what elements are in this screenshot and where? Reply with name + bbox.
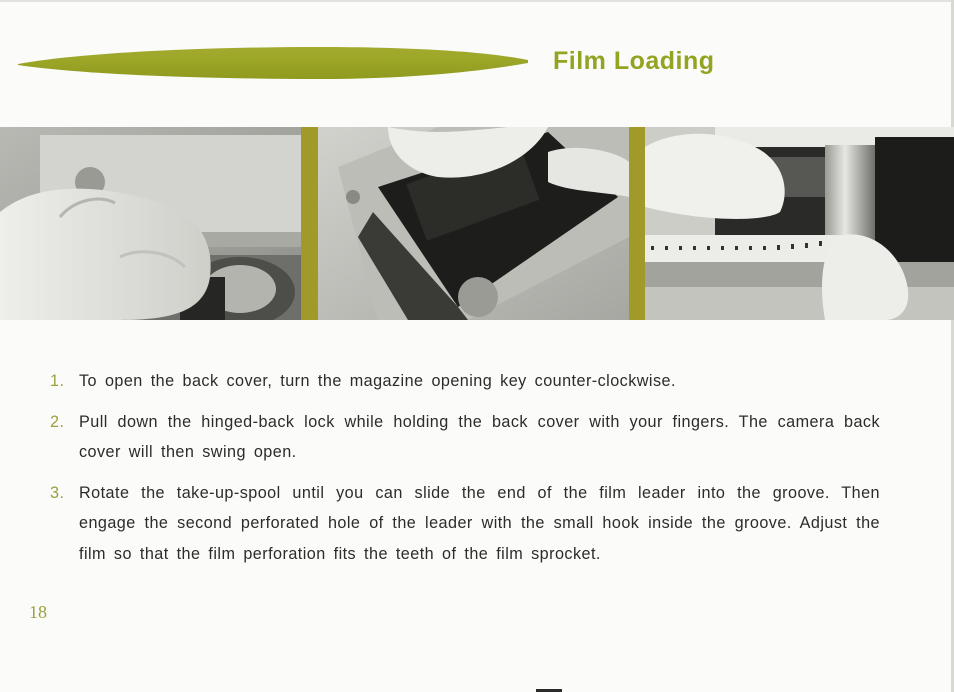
instruction-steps (40, 366, 880, 569)
photo-strip (0, 127, 954, 320)
title-banner (18, 44, 528, 82)
photo-separator (629, 127, 645, 320)
instruction-step (40, 478, 880, 570)
step-text: Pull down the hinged-back lock while holding the back cover with your fingers. The camera back cover will then swing open. (79, 412, 880, 461)
step-number: 2. (50, 412, 65, 431)
photo-take-up-spool (645, 127, 954, 320)
top-edge (0, 0, 954, 2)
instruction-step (40, 366, 880, 397)
page-number: 18 (29, 602, 47, 622)
step-text: Rotate the take-up-spool until you can slide the end of the film leader into the groove. Then engage the second perforated hole of the leader with the small hook inside the groove. Adjust the film so that the film perforation fits the teeth of the film sprocket. (79, 483, 880, 563)
photo-open-key (0, 127, 301, 320)
step-number: 1. (50, 372, 65, 390)
instruction-step (40, 407, 880, 468)
page-title: Film Loading (553, 47, 715, 75)
photo-back-lock (318, 127, 629, 320)
step-text: To open the back cover, turn the magazine opening key counter-clockwise. (79, 372, 676, 390)
photo-separator (301, 127, 318, 320)
step-number: 3. (50, 483, 65, 502)
